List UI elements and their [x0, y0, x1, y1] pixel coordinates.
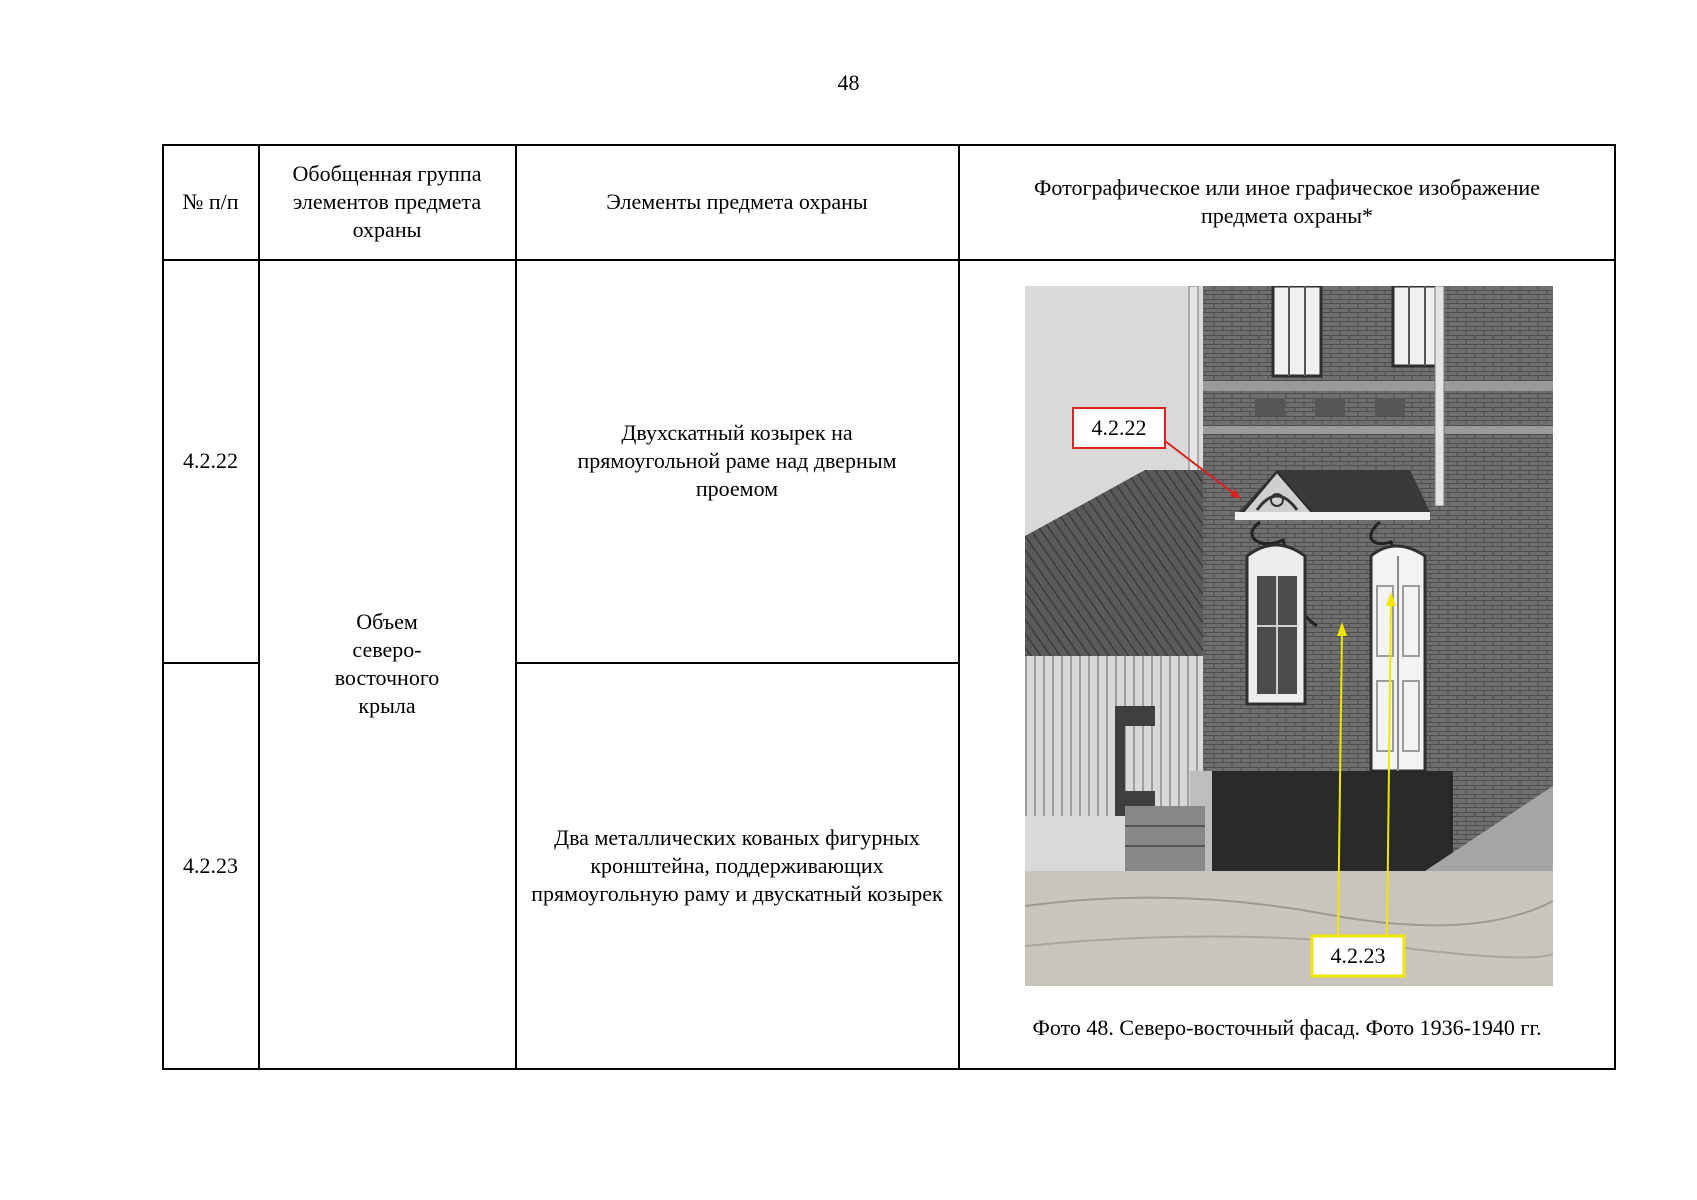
- header-group: Обобщенная группа элементов предмета охраны: [292, 161, 482, 242]
- row-element: Два металлических кованых фигурных кронштейна, поддерживающих прямоугольную раму и двускатный козырек: [531, 825, 943, 906]
- table-border-right: [1614, 144, 1616, 1070]
- row-number: 4.2.22: [183, 448, 238, 473]
- row-number: 4.2.23: [183, 853, 238, 878]
- protection-table: [162, 144, 1616, 1070]
- facade-photo: [1025, 286, 1553, 986]
- photo-caption: Фото 48. Северо-восточный фасад. Фото 1936-1940 гг.: [1032, 1015, 1542, 1040]
- page-number: 48: [837, 70, 860, 95]
- column-divider: [958, 144, 960, 1070]
- header-image: Фотографическое или иное графическое изображение предмета охраны*: [1034, 175, 1540, 228]
- header-number: № п/п: [182, 189, 239, 214]
- header-elements: Элементы предмета охраны: [606, 189, 868, 214]
- table-border-bottom: [162, 1068, 1616, 1070]
- photo-label-red: 4.2.22: [1091, 415, 1147, 440]
- photo-label-yellow: 4.2.23: [1330, 943, 1386, 968]
- row-element: Двухскатный козырек на прямоугольной раме над дверным проемом: [577, 420, 897, 501]
- group-cell: Объем северо-восточного крыла: [334, 609, 440, 718]
